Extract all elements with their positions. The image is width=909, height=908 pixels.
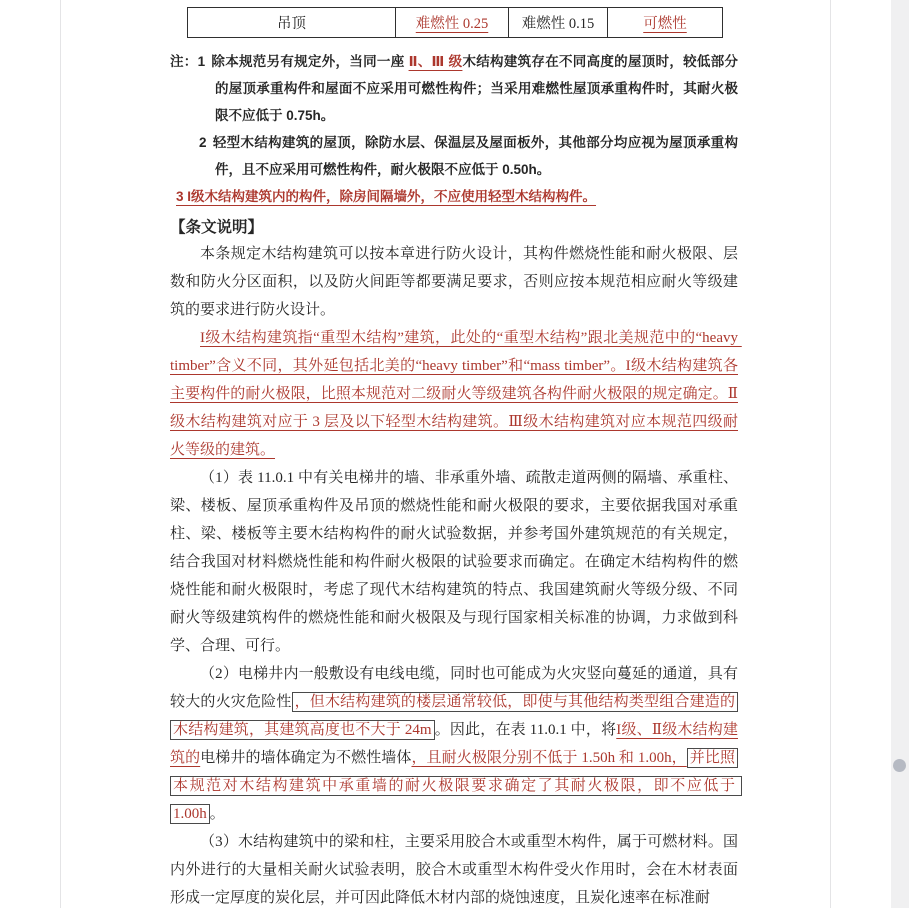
- text-segment: 本条规定木结构建筑可以按本章进行防火设计，其构件燃烧性能和耐火极限、层数和防火分区面积，以及防火间距等都要满足要求，否则应按本规范相应耐火等级建筑的要求进行防火设计。: [170, 246, 738, 318]
- text-segment: 电梯井的墙体确定为不燃性墙体: [200, 750, 412, 766]
- table-cell-rating-3: [608, 8, 723, 38]
- text-segment: 吊顶: [277, 16, 306, 32]
- note-item-1: [170, 48, 738, 129]
- text-segment: I级、Ⅱ级木结构建筑的: [170, 722, 738, 766]
- text-segment: 难燃性 0.15: [521, 16, 595, 32]
- cell-text: [522, 16, 595, 32]
- table-cell-rating-2: [509, 8, 608, 38]
- note-prefix: 注：: [170, 54, 198, 69]
- text-segment: ，但木结构建筑的楼层通常较低，即使与其他结构类型组合建造的木结构建筑，其建筑高度也不大于 24m: [170, 692, 738, 740]
- page-right-edge: [830, 0, 831, 908]
- note-number: 2: [199, 135, 207, 150]
- table-cell-rating-1: [396, 8, 509, 38]
- scrollbar-thumb[interactable]: [893, 759, 906, 772]
- text-segment: 并比照本规范对木结构建筑中承重墙的耐火极限要求确定了其耐火极限，即不应低于 1.00h: [170, 748, 742, 824]
- note-item-3: [170, 183, 738, 210]
- note-text: [211, 54, 738, 123]
- text-segment: I级木结构建筑指“重型木结构”建筑，此处的“重型木结构”跟北美规范中的“heavy timber”含义不同，其外延包括北美的“heavy timber”和“mass timber”。I级木结构建筑各主要构件的耐火极限，比照本规范对二级耐火等级建筑各构件耐火极限的规定确定。Ⅱ级木结构建筑对应于 3 层及以下轻型木结构建筑。Ⅲ级木结构建筑对应本规范四级耐火等级的建筑。: [170, 330, 742, 458]
- text-segment: 。因此，在表 11.0.1 中，将: [434, 722, 617, 738]
- text-segment: （2）电梯井内一般敷设有电线电缆，同时也可能成为火灾竖向蔓延的通道，具有较大的火灾危险性: [170, 666, 738, 710]
- commentary-paragraph-3: [170, 464, 738, 660]
- commentary-paragraph-2-revision: [170, 324, 742, 464]
- table-notes: [170, 48, 738, 210]
- note-number: 1: [197, 54, 206, 69]
- text-segment: ，且耐火极限分别不低于 1.50h 和 1.00h，: [411, 750, 687, 766]
- fire-rating-table: [187, 7, 723, 38]
- commentary-paragraph-4: [170, 660, 738, 828]
- table-row: [188, 8, 723, 38]
- commentary-paragraph-1: [170, 240, 738, 324]
- text-segment: 难燃性 0.25: [415, 16, 489, 32]
- text-segment: Ⅱ、Ⅲ 级: [408, 54, 463, 69]
- note-text: [213, 135, 738, 177]
- section-header-commentary: 【条文说明】: [170, 219, 264, 236]
- text-segment: 可燃性: [643, 16, 687, 32]
- page-left-edge: [60, 0, 61, 908]
- table-cell-component: [188, 8, 396, 38]
- cell-text: [277, 16, 306, 32]
- cell-text: [643, 16, 687, 32]
- text-segment: 轻型木结构建筑的屋顶，除防水层、保温层及屋面板外，其他部分均应视为屋顶承重构件，且不应采用可燃性构件，耐火极限不应低于 0.50h。: [212, 135, 738, 177]
- commentary-paragraph-5: [170, 828, 738, 908]
- text-segment: 除本规范另有规定外，当同一座: [211, 54, 409, 69]
- text-segment: （3）木结构建筑中的梁和柱，主要采用胶合木或重型木构件，属于可燃材料。国内外进行的大量相关耐火试验表明，胶合木或重型木构件受火作用时，会在木材表面形成一定厚度的炭化层，并可因此降低木材内部的烧蚀速度，且炭化速率在标准耐: [170, 834, 738, 906]
- cell-text: [416, 16, 489, 32]
- note-text: [176, 189, 596, 204]
- text-segment: （1）表 11.0.1 中有关电梯井的墙、非承重外墙、疏散走道两侧的隔墙、承重柱、梁、楼板、屋顶承重构件及吊顶的燃烧性能和耐火极限的要求，主要依据我国对承重柱、梁、楼板等主要木结构构件的耐火试验数据，并参考国外建筑规范的有关规定，结合我国对材料燃烧性能和构件耐火极限的试验要求而确定。在确定木结构构件的燃烧性能和耐火极限时，考虑了现代木结构建筑的特点、我国建筑耐火等级分级、不同耐火等级建筑构件的燃烧性能和耐火极限及与现行国家相关标准的协调，力求做到科学、合理、可行。: [170, 470, 738, 654]
- text-segment: 3 I级木结构建筑内的构件，除房间隔墙外，不应使用轻型木结构构件。: [176, 189, 597, 204]
- text-segment: 。: [209, 806, 225, 822]
- text-segment: 木结构建筑存在不同高度的屋顶时，较低部分的屋顶承重构件和屋面不应采用可燃性构件；当采用难燃性屋顶承重构件时，其耐火极限不应低于 0.75h。: [215, 54, 739, 123]
- note-item-2: [170, 129, 738, 183]
- document-page: [170, 7, 742, 908]
